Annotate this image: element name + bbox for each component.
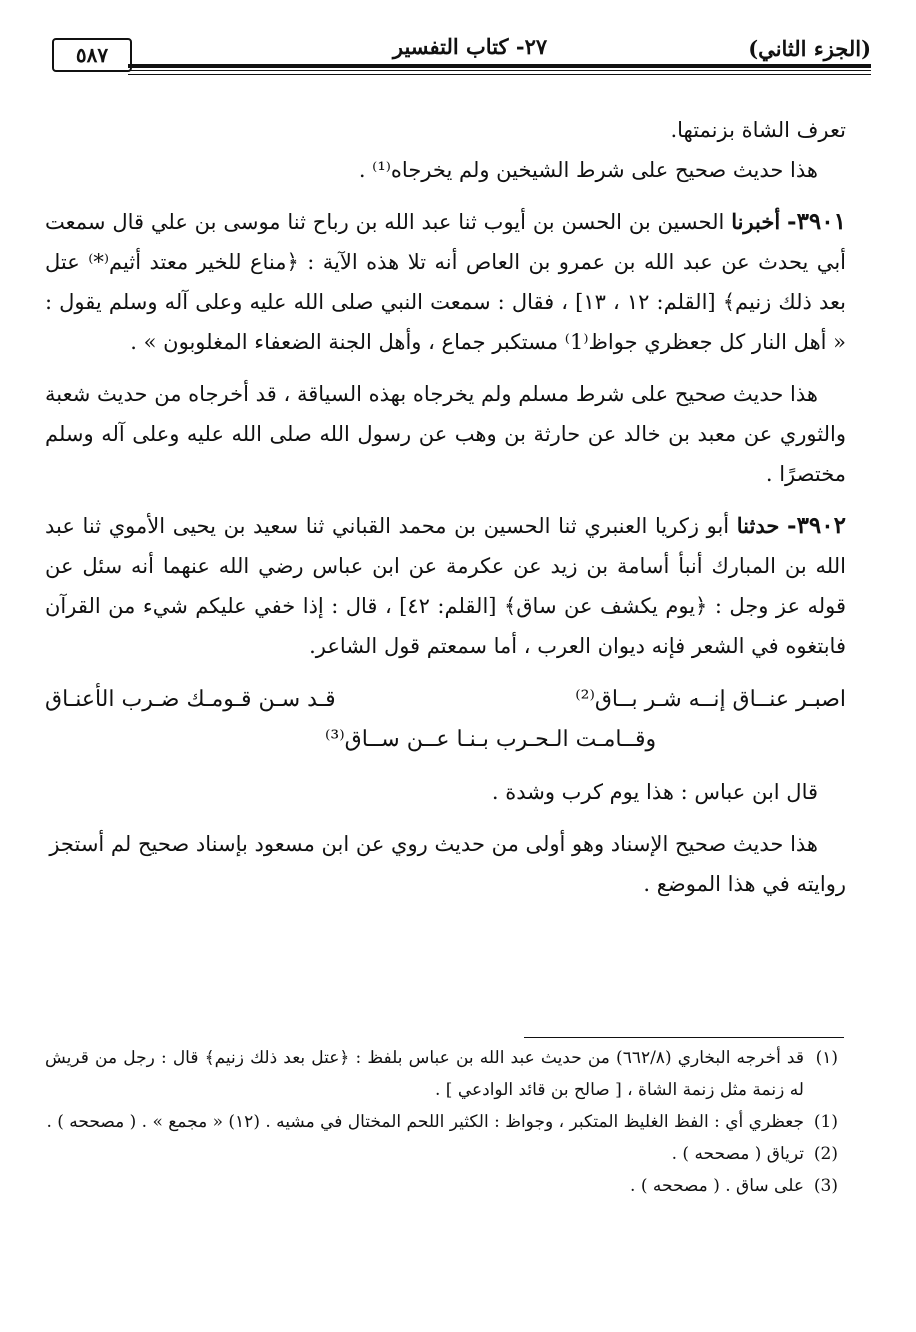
footnote-number: (1)	[813, 1112, 838, 1132]
header-rule-thick	[128, 64, 871, 68]
hadith-3902	[45, 506, 846, 666]
paragraph-1: تعرف الشاة بزنمتها.	[670, 118, 846, 142]
paragraph-7: هذا حديث صحيح الإسناد وهو أولى من حديث روي عن ابن مسعود بإسناد صحيح لم أستجز روايته في هذا الموضع .	[49, 832, 846, 896]
footnotes	[45, 1042, 838, 1202]
main-text	[45, 110, 846, 904]
footnote-separator	[524, 1037, 844, 1038]
footnote-text: جعظري أي : الفظ الغليظ المتكبر ، وجواظ : الكثير اللحم المختال في مشيه . (١٢) « مجمع » . ( مصححه ) .	[46, 1112, 804, 1132]
hadith-number: ٣٩٠٢-	[787, 512, 846, 539]
footnote	[45, 1170, 838, 1202]
hadith-keyword: أخبرنا	[731, 209, 781, 234]
footnote-text: قد أخرجه البخاري (٦٦٢/٨) من حديث عبد الله بن عباس بلفظ : ﴿عتل بعد ذلك زنيم﴾ قال : رجل من قريش له زنمة مثل زنمة الشاة ، [ صالح بن قائد الوادعي ] .	[45, 1048, 804, 1100]
footnote	[45, 1042, 838, 1106]
hadith-text: الحسين بن الحسن بن أيوب ثنا عبد الله بن رباح ثنا موسى بن علي قال سمعت أبي يحدث عن عبد الله بن عمرو بن العاص أنه تلا هذه الآية : ﴿مناع للخير معتد أثيم⁽*⁾ عتل بعد ذلك زنيم﴾ [القلم: ١٢ ، ١٣] ، فقال : سمعت النبي صلى الله عليه وعلى آله وسلم يقول : « أهل النار كل جعظري جواظ⁽1⁾ مستكبر جماع ، وأهل الجنة الضعفاء المغلوبون » .	[45, 210, 846, 354]
poetry-verse	[45, 672, 846, 772]
paragraph-6: قال ابن عباس : هذا يوم كرب وشدة .	[491, 780, 818, 804]
verse-line-1-left: قـد سـن قـومـك ضـرب الأعنـاق	[45, 687, 336, 712]
footnote-number: (١)	[815, 1048, 838, 1068]
paragraph-2: هذا حديث صحيح على شرط الشيخين ولم يخرجاه⁽¹⁾ .	[358, 158, 818, 182]
hadith-3901	[45, 202, 846, 362]
footnote-number: (2)	[813, 1144, 838, 1164]
hadith-number: ٣٩٠١-	[787, 208, 846, 235]
header-rule-thin-2	[128, 74, 871, 75]
footnote-text: ترياق ( مصححه ) .	[671, 1144, 804, 1164]
verse-line-1-right: اصبـر عنــاق إنــه شـر بــاق⁽²⁾	[575, 687, 846, 712]
page-header	[40, 30, 871, 72]
book-title: ٢٧- كتاب التفسير	[392, 34, 548, 59]
part-title: (الجزء الثاني)	[748, 36, 871, 61]
footnote-number: (3)	[813, 1176, 838, 1196]
hadith-keyword: حدثنا	[736, 513, 780, 538]
verse-line-2: وقــامـت الـحـرب بـنـا عــن ســاق⁽³⁾	[325, 727, 657, 752]
header-rule-thin	[128, 70, 871, 71]
paragraph-4: هذا حديث صحيح على شرط مسلم ولم يخرجاه بهذه السياقة ، قد أخرجاه من حديث شعبة والثوري عن معبد بن خالد عن حارثة بن وهب عن رسول الله صلى الله عليه وعلى آله وسلم مختصرًا .	[45, 382, 846, 486]
footnote	[45, 1138, 838, 1170]
page-number: ٥٨٧	[52, 38, 132, 72]
footnote-text: على ساق . ( مصححه ) .	[630, 1176, 804, 1196]
footnote	[45, 1106, 838, 1138]
hadith-text: أبو زكريا العنبري ثنا الحسين بن محمد القباني ثنا سعيد بن يحيى الأموي ثنا عبد الله بن المبارك أنبأ أسامة بن زيد عن عكرمة عن ابن عباس رضي الله عنهما أنه سئل عن قوله عز وجل : ﴿يوم يكشف عن ساق﴾ [القلم: ٤٢] ، قال : إذا خفي عليكم شيء من القرآن فابتغوه في الشعر فإنه ديوان العرب ، أما سمعتم قول الشاعر.	[45, 514, 847, 658]
